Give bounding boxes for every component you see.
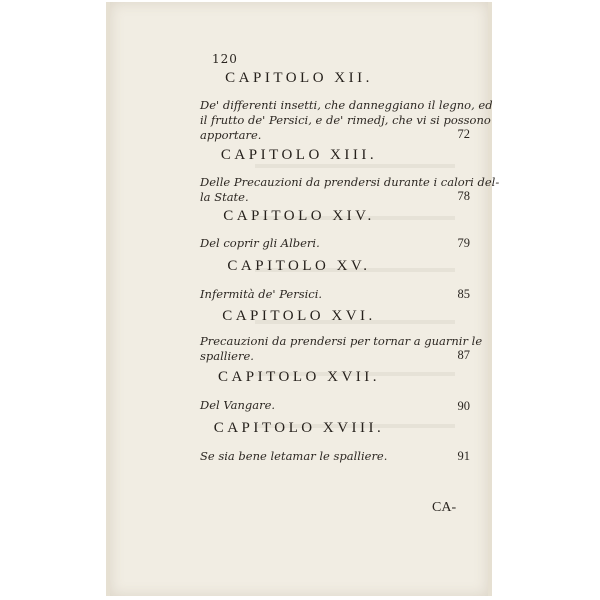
chapter-heading: CAPITOLO XIII. [220,147,378,163]
catchword: CA- [432,500,457,515]
chapter-page-number: 91 [457,449,470,463]
chapter-page-number: 87 [457,348,470,362]
chapter-heading: CAPITOLO XIV. [223,208,375,224]
chapter-title-line: apportare. [200,128,262,142]
chapter-title-line: Delle Precauzioni da prendersi durante i calori del- [200,175,500,189]
chapter-title-line: Del Vangare. [200,398,276,412]
chapter-heading: CAPITOLO XVIII. [213,420,385,436]
chapter-title-line: Precauzioni da prendersi per tornar a guarnir le [200,334,483,348]
chapter-title-line: Del coprir gli Alberi. [200,236,320,250]
chapter-title-line: spalliere. [200,349,254,363]
chapter-page-number: 78 [457,189,470,203]
bleed-through-text [255,120,455,450]
page-number: 120 [212,52,238,66]
chapter-title-line: Infermità de' Persici. [200,287,323,301]
chapter-heading: CAPITOLO XVII. [217,369,381,385]
chapter-title-line: la State. [200,190,249,204]
chapter-page-number: 90 [457,399,470,413]
chapter-heading: CAPITOLO XV. [227,258,371,274]
chapter-heading: CAPITOLO XVI. [222,308,376,324]
chapter-title-line: Se sia bene letamar le spalliere. [200,449,388,463]
chapter-heading: CAPITOLO XII. [225,70,373,86]
chapter-page-number: 85 [457,287,470,301]
chapter-title-line: De' differenti insetti, che danneggiano il legno, ed [200,98,493,112]
page-edge-right [488,2,492,596]
chapter-page-number: 79 [457,236,470,250]
chapter-page-number: 72 [457,127,470,141]
chapter-title-line: il frutto de' Persici, e de' rimedj, che vi si possono [200,113,491,127]
